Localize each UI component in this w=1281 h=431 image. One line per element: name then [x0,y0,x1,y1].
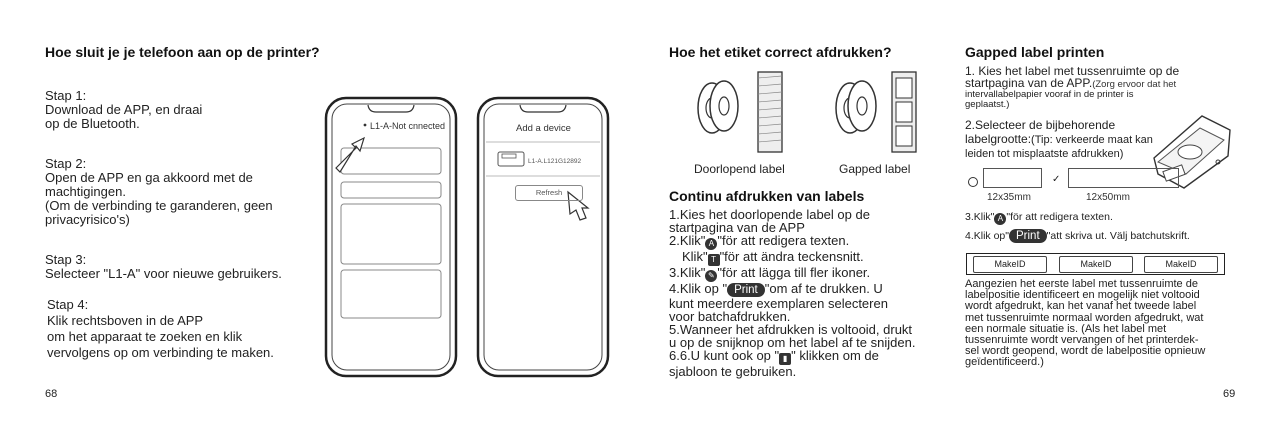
page-number-left: 68 [45,388,58,400]
makeid-label: MakeID [1059,256,1133,273]
continuous-label-roll-illustration [684,68,794,156]
continuous-printing-steps: 1.Kies het doorlopende label op de startpagina van de APP 2.Klik" A "för att redigera texten. Klik" T "för att ändra teckensnitt. 3.Klik" ✎ "för att lägga till fler ikoner. 4.Klik op " Print "om af te drukken. U kunt meerdere exemplaren selecteren voor batchafdrukken. 5.Wanneer het afdrukken is voltooid, drukt u op de snijknop om het label af te snijden. 6.6.U kunt ook op " ▮ " klikken om de sjabloon te gebruiken. [669,207,916,379]
step-1: Stap 1: Download de APP, en draai op de Bluetooth. [45,88,203,131]
radio-12x35[interactable] [968,177,978,187]
font-icon: T [708,254,720,266]
step-3-heading: Stap 3: [45,252,87,267]
continuous-label-caption: Doorlopend label [694,162,785,176]
text-edit-icon: A [994,213,1006,225]
step-2-heading: Stap 2: [45,156,87,171]
gapped-step-2: 2.Selecteer de bijbehorende labelgrootte:(Tip: verkeerde maat kan leiden tot misplaatste afdrukken) [965,118,1153,160]
device-list-item[interactable]: L1-A.L121G12892 [528,158,582,165]
refresh-button[interactable]: Refresh [515,185,583,201]
step-4-heading: Stap 4: [47,297,89,312]
gapped-label-roll-illustration [822,68,932,156]
size-12x35-label: 12x35mm [987,192,1031,203]
add-device-title: Add a device [516,123,571,134]
gapped-label-caption: Gapped label [839,162,911,176]
text-edit-icon: A [705,238,717,250]
label-size-12x35-option[interactable] [983,168,1042,188]
phone-mockup-add-device [476,96,612,380]
makeid-label: MakeID [973,256,1047,273]
continuous-printing-subtitle: Continu afdrukken van labels [669,188,865,204]
right-title: Gapped label printen [965,44,1105,60]
gapped-step-3: 3.Klik" A "för att redigera texten. [965,211,1113,223]
makeid-label: MakeID [1144,256,1218,273]
makeid-label-strip [966,253,1225,275]
template-icon: ▮ [779,353,791,365]
gapped-explanation: Aangezien het eerste label met tussenruimte de labelpositie identificeert en mogelijk niet voltooid wordt afgedrukt, kan het vanaf het tweede label met tussenruimte normaal worden afgedrukt, wat een normale situatie is. (Als het label met tussenruimte wordt vervangen of het printerdek- sel wordt geopend, wordt de labelpositie opnieuw geïdentificeerd.) [965,278,1206,369]
middle-title: Hoe het etiket correct afdrukken? [669,44,892,60]
gapped-step-1: 1. Kies het label met tussenruimte op de startpagina van de APP.(Zorg ervoor dat het intervallabelpapier vooraf in de printer is geplaatst.) [965,64,1180,110]
phone-mockup-status [324,96,460,380]
size-12x50-label: 12x50mm [1086,192,1130,203]
step-1-heading: Stap 1: [45,88,87,103]
print-button-icon: Print [1009,229,1047,243]
add-icon-icon: ✎ [705,270,717,282]
check-icon: ✓ [1052,174,1061,185]
step-4: Stap 4: Klik rechtsboven in de APP om het apparaat te zoeken en klik vervolgens op om verbinding te maken. [47,297,274,360]
gapped-step-4: 4.Klik op" Print "att skriva ut. Välj batchutskrift. [965,230,1190,242]
label-size-12x50-option[interactable] [1068,168,1179,188]
page-number-right: 69 [1223,388,1236,400]
phone-connection-status: L1-A-Not cnnected [370,121,446,131]
step-2: Stap 2: Open de APP en ga akkoord met de machtigingen. (Om de verbinding te garanderen, geen privacyrisico's) [45,156,273,227]
left-page-title: Hoe sluit je je telefoon aan op de printer? [45,44,320,60]
step-3: Stap 3: Selecteer "L1-A" voor nieuwe gebruikers. [45,252,282,281]
print-button-icon: Print [727,283,765,297]
